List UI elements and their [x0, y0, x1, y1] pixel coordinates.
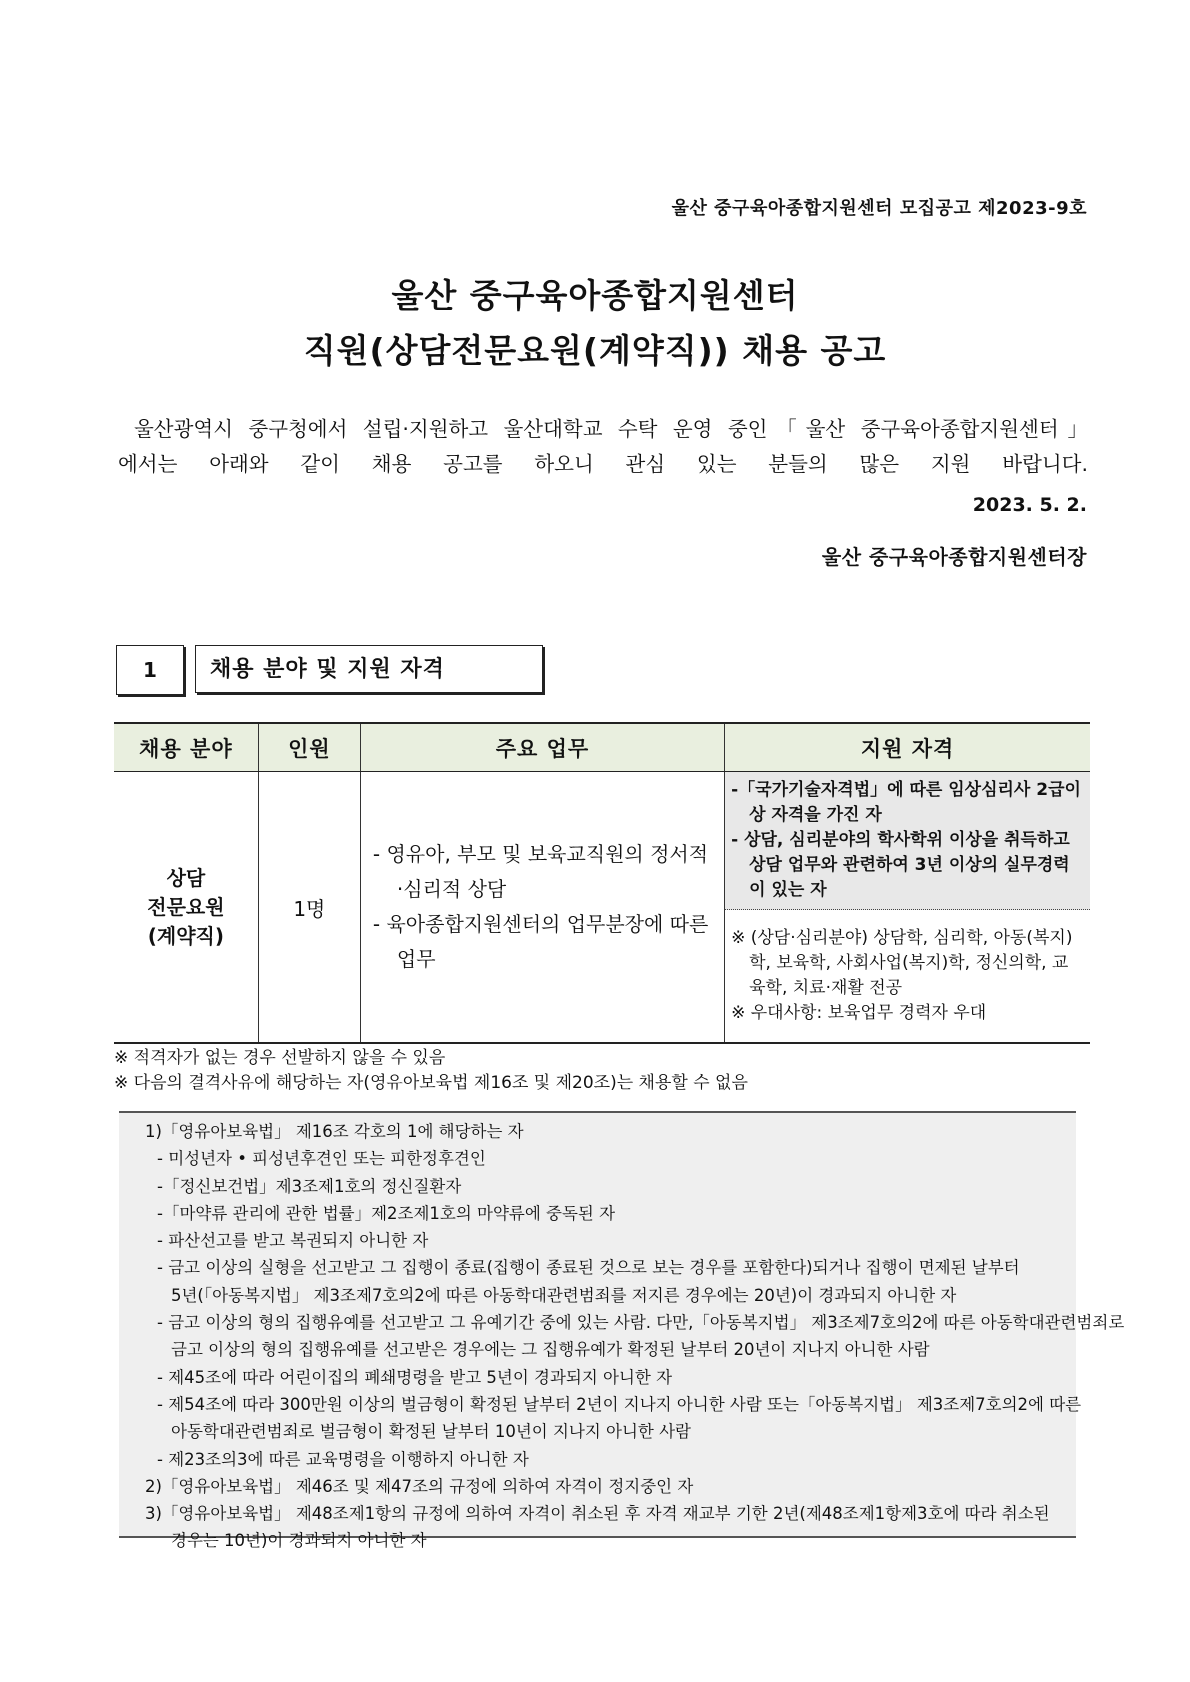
field-line: 상담: [166, 865, 206, 890]
qualification-notes: [725, 910, 1090, 1042]
disqualification-box: [119, 1111, 1125, 1551]
count-cell: 1명: [258, 772, 360, 1044]
table-row: [114, 772, 1090, 1044]
disq-item: - 제45조에 따라 어린이집의 폐쇄명령을 받고 5년이 경과되지 아니한 자: [157, 1367, 673, 1387]
disq-item: 경우는 10년)이 경과되지 아니한 자: [171, 1531, 427, 1551]
intro-paragraph: [118, 412, 1088, 482]
qualification-item: - 상담, 심리분야의 학사학위 이상을 취득하고 상담 업무와 관련하여 3년 이상의 실무경력이 있는 자: [731, 830, 1070, 900]
table-header-row: [114, 723, 1090, 772]
disq-item: -「마약류 관리에 관한 법률」제2조제1호의 마약류에 중독된 자: [157, 1203, 616, 1223]
intro-line-1: 울산광역시 중구청에서 설립·지원하고 울산대학교 수탁 운영 중인「울산 중구육아종합지원센터」: [134, 417, 1088, 441]
duty-item: - 육아종합지원센터의 업무분장에 따른 업무: [372, 912, 709, 971]
section-title-box: 채용 분야 및 지원 자격: [195, 645, 543, 693]
recruitment-table: [114, 722, 1090, 1044]
field-line: (계약직): [147, 923, 225, 948]
disq-item: - 파산선고를 받고 복권되지 아니한 자: [157, 1231, 429, 1251]
page-title-line1: 울산 중구육아종합지원센터: [391, 276, 799, 315]
disq-item: 3)「영유아보육법」 제48조제1항의 규정에 의하여 자격이 취소된 후 자격 재교부 기한 2년(제48조제1항제3호에 따라 취소된: [145, 1504, 1050, 1524]
disq-item: - 금고 이상의 형의 집행유예를 선고받고 그 유예기간 중에 있는 사람. 다만,「아동복지법」 제3조제7호의2에 따른 아동학대관련범죄로: [157, 1313, 1125, 1333]
section-number-box: 1: [116, 645, 184, 695]
disq-item: - 미성년자 • 피성년후견인 또는 피한정후견인: [157, 1149, 486, 1169]
qualification-note: ※ (상담·심리분야) 상담학, 심리학, 아동(복지)학, 보육학, 사회사업(복지)학, 정신의학, 교육학, 치료·재활 전공: [731, 928, 1073, 998]
duties-cell: [360, 772, 724, 1044]
required-qualifications: [725, 772, 1090, 910]
notice-date: 2023. 5. 2.: [972, 494, 1087, 516]
note-item: ※ 적격자가 없는 경우 선발하지 않을 수 있음: [114, 1048, 446, 1068]
note-item: ※ 다음의 결격사유에 해당하는 자(영유아보육법 제16조 및 제20조)는 채용할 수 없음: [114, 1073, 748, 1093]
notice-issuer: 울산 중구육아종합지원센터장: [821, 545, 1087, 569]
disq-item: 금고 이상의 형의 집행유예를 선고받은 경우에는 그 집행유예가 확정된 날부터 20년이 지나지 아니한 사람: [171, 1340, 930, 1360]
header-qualifications: 지원 자격: [725, 723, 1090, 772]
disq-item: - 제23조의3에 따른 교육명령을 이행하지 아니한 자: [157, 1449, 529, 1469]
duty-item: - 영유아, 부모 및 보육교직원의 정서적·심리적 상담: [372, 842, 709, 901]
qualification-note: ※ 우대사항: 보육업무 경력자 우대: [731, 1003, 987, 1023]
page-title-line2: 직원(상담전문요원(계약직)) 채용 공고: [303, 331, 887, 370]
disq-item: - 제54조에 따라 300만원 이상의 벌금형이 확정된 날부터 2년이 지나지 아니한 사람 또는「아동복지법」 제3조제7호의2에 따른: [157, 1394, 1082, 1414]
header-duties: 주요 업무: [360, 723, 724, 772]
disq-item: 1)「영유아보육법」 제16조 각호의 1에 해당하는 자: [145, 1122, 524, 1141]
field-line: 전문요원: [147, 894, 225, 919]
field-cell: [114, 772, 258, 1044]
disq-item: -「정신보건법」제3조제1호의 정신질환자: [157, 1176, 462, 1196]
notice-reference-number: 울산 중구육아종합지원센터 모집공고 제2023-9호: [671, 198, 1087, 219]
disq-item: - 금고 이상의 실형을 선고받고 그 집행이 종료(집행이 종료된 것으로 보는 경우를 포함한다)되거나 집행이 면제된 날부터: [157, 1258, 1020, 1278]
qualification-item: -「국가기술자격법」에 따른 임상심리사 2급이상 자격을 가진 자: [731, 780, 1081, 825]
header-count: 인원: [258, 723, 360, 772]
header-field: 채용 분야: [114, 723, 258, 772]
disq-item: 2)「영유아보육법」 제46조 및 제47조의 규정에 의하여 자격이 정지중인 자: [145, 1476, 694, 1496]
qualifications-cell: [725, 772, 1090, 1044]
intro-line-2: 에서는 아래와 같이 채용 공고를 하오니 관심 있는 분들의 많은 지원 바랍니다.: [118, 452, 1088, 476]
disq-item: 아동학대관련범죄로 벌금형이 확정된 날부터 10년이 지나지 아니한 사람: [171, 1422, 691, 1442]
notes-list: [114, 1046, 748, 1096]
disq-item: 5년(「아동복지법」 제3조제7호의2에 따른 아동학대관련범죄를 저지른 경우에는 20년)이 경과되지 아니한 자: [171, 1285, 957, 1305]
